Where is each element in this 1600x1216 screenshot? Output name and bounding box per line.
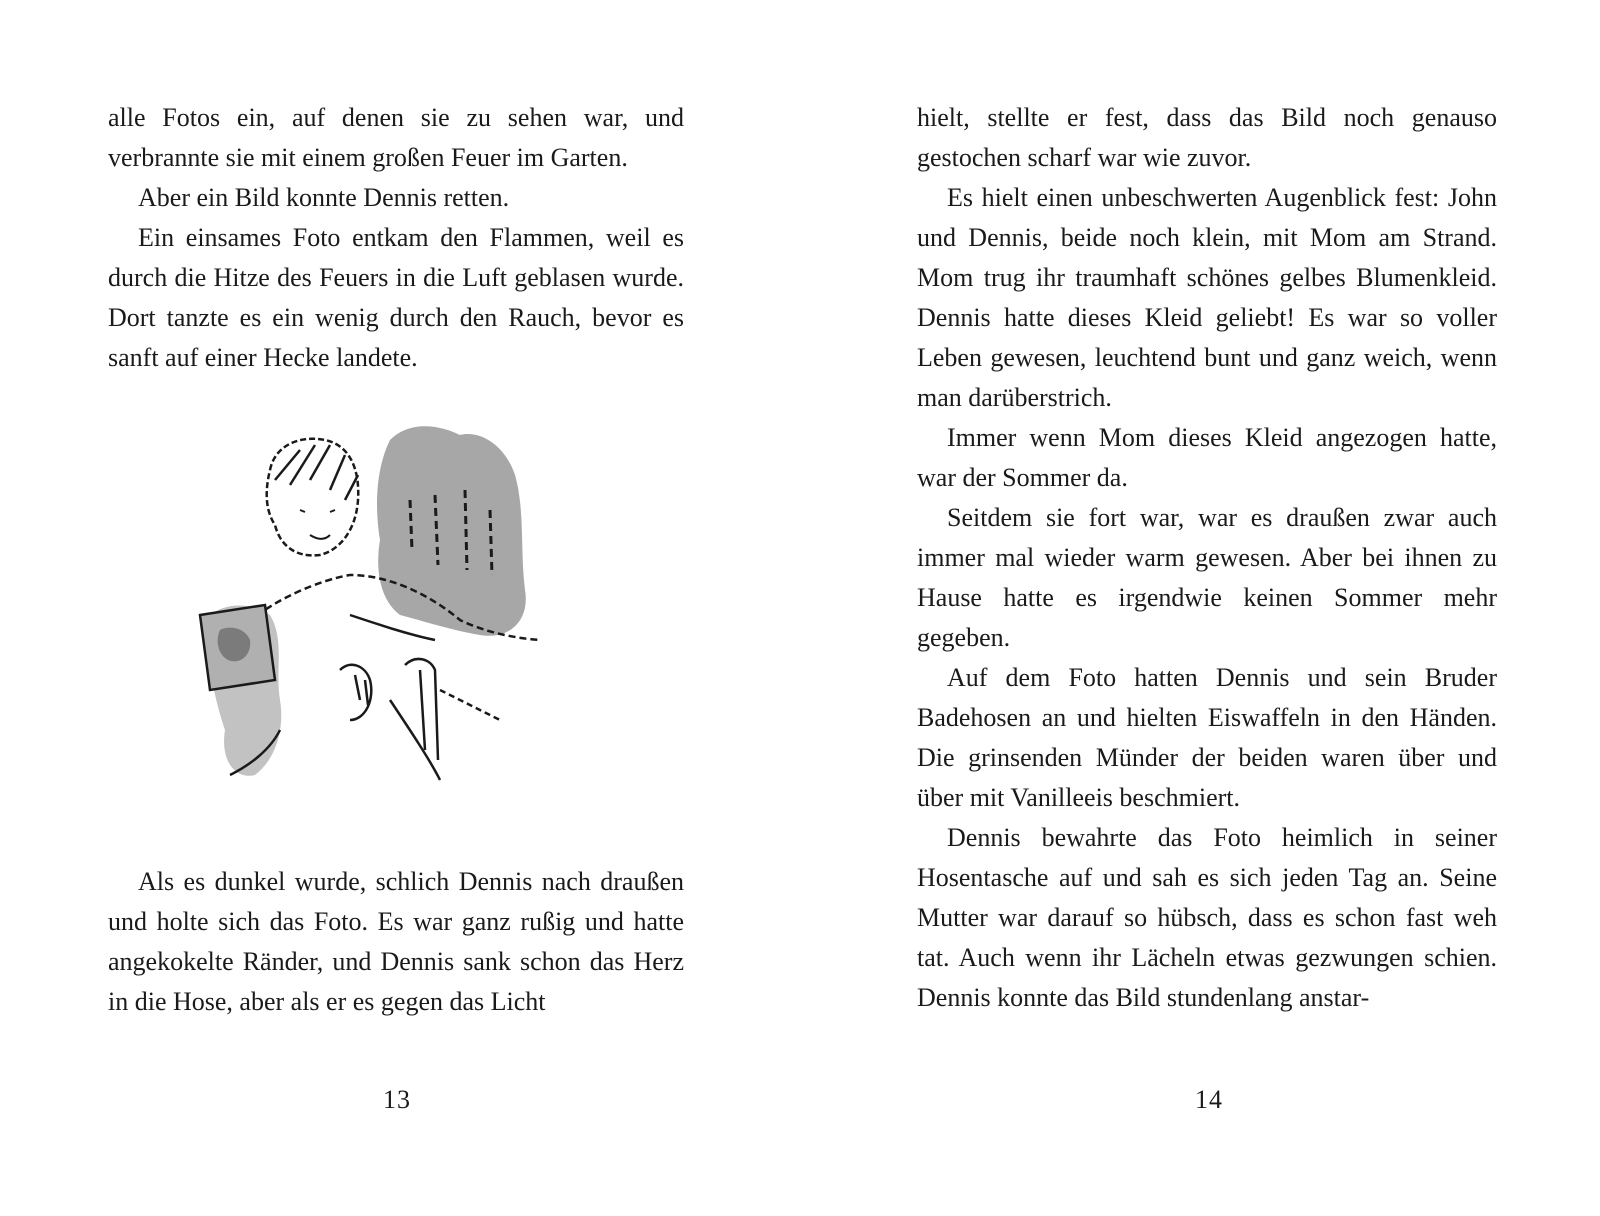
paragraph: alle Fotos ein, auf denen sie zu sehen war, und verbrannte sie mit einem großen Feuer im Garten. [108,103,684,172]
paragraph: Seitdem sie fort war, war es draußen zwar auch immer mal wieder warm gewesen. Aber bei ihnen zu Hause hatte es irgendwie keinen Sommer mehr gegeben. [917,503,1497,652]
page-number: 14 [1195,1085,1223,1114]
left-text-bottom [108,862,684,1022]
right-text [917,98,1497,1018]
paragraph: Als es dunkel wurde, schlich Dennis nach draußen und holte sich das Foto. Es war ganz rußig und hatte angekokelte Ränder, und Dennis sank schon das Herz in die Hose, aber als er es gegen das Licht [108,867,684,1016]
left-text-top [108,98,684,378]
paragraph: Auf dem Foto hatten Dennis und sein Bruder Badehosen an und hielten Eiswaffeln in den Händen. Die grinsenden Münder der beiden waren über und über mit Vanilleeis beschmiert. [917,663,1497,812]
paragraph: Dennis bewahrte das Foto heimlich in seiner Hosentasche auf und sah es sich jeden Tag an. Seine Mutter war darauf so hübsch, dass es schon fast weh tat. Auch wenn ihr Lächeln etwas gezwungen schien. Dennis konnte das Bild stundenlang anstar- [917,823,1497,1012]
paragraph: Es hielt einen unbeschwerten Augenblick fest: John und Dennis, beide noch klein, mit Mom am Strand. Mom trug ihr traumhaft schönes gelbes Blumenkleid. Dennis hatte dieses Kleid geliebt! Es war so voller Leben gewesen, leuchtend bunt und ganz weich, wenn man darüberstrich. [917,183,1497,412]
boy-with-photo-illustration [180,400,580,810]
right-page [800,0,1600,1216]
paragraph: Immer wenn Mom dieses Kleid angezogen hatte, war der Sommer da. [917,423,1497,492]
paragraph: Ein einsames Foto entkam den Flammen, weil es durch die Hitze des Feuers in die Luft geblasen wurde. Dort tanzte es ein wenig durch den Rauch, bevor es sanft auf einer Hecke landete. [108,223,684,372]
paragraph: Aber ein Bild konnte Dennis retten. [138,183,510,212]
page-number: 13 [383,1085,411,1114]
paragraph: hielt, stellte er fest, dass das Bild noch genauso gestochen scharf war wie zuvor. [917,103,1497,172]
